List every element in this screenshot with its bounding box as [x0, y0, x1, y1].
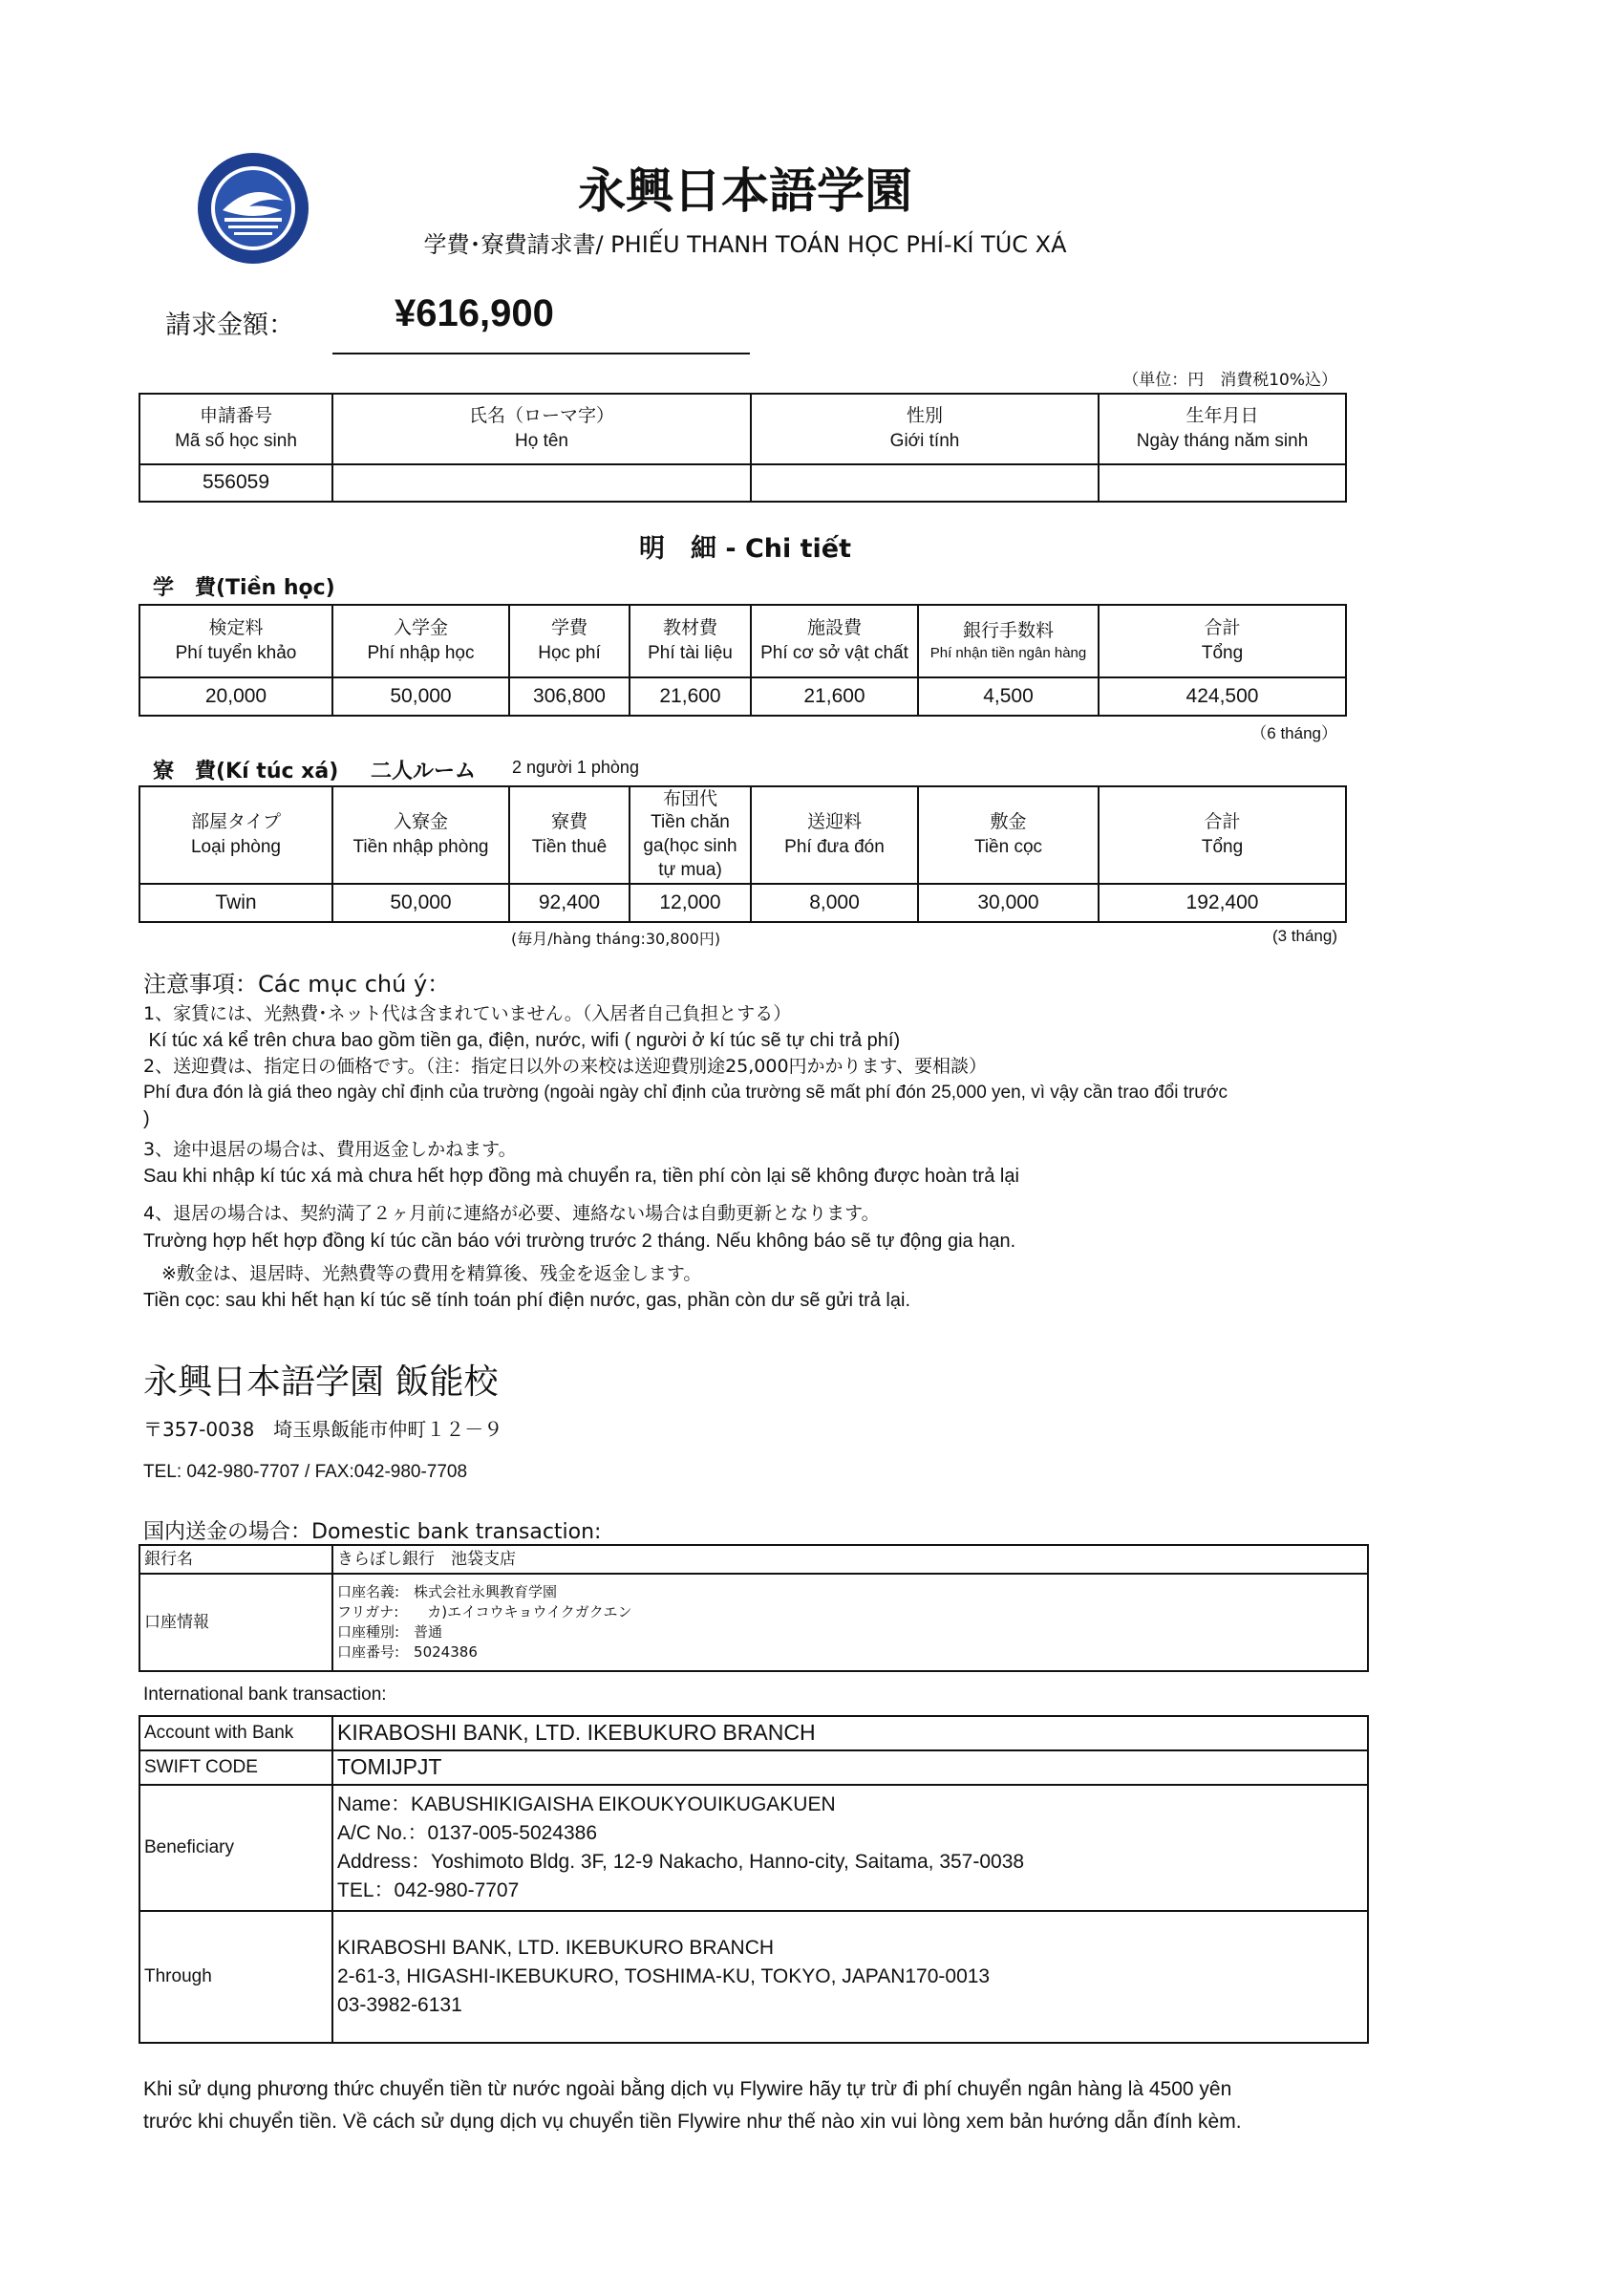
tuition-header-admission: 入学金 Phí nhập học — [332, 605, 509, 677]
tuition-materials-value: 21,600 — [630, 677, 751, 716]
intl-through-value: KIRABOSHI BANK, LTD. IKEBUKURO BRANCH 2-61-3, HIGASHI-IKEBUKURO, TOSHIMA-KU, TOKYO, JAPAN170-0013 03-3982-6131 — [332, 1911, 1368, 2043]
student-id-value: 556059 — [139, 464, 332, 502]
school-branch-name: 永興日本語学園 飯能校 — [143, 1363, 499, 1402]
school-title: 永興日本語学園 — [578, 163, 912, 219]
note-line-7: Sau khi nhập kí túc xá mà chưa hết hợp đồng mà chuyển ra, tiền phí còn lại sẽ không được hoàn trả lại — [143, 1166, 1019, 1187]
unit-note: （単位：円 消費税10%込） — [1122, 371, 1337, 390]
gender-header: 性別 Giới tính — [751, 394, 1099, 464]
tuition-header-materials: 教材費 Phí tài liệu — [630, 605, 751, 677]
tuition-tuition-value: 306,800 — [509, 677, 630, 716]
note-line-1: 1、家賃には、光熱費･ネット代は含まれていません。（入居者自己負担とする） — [143, 1003, 792, 1024]
dorm-header-bedding: 布団代 Tiền chăn ga(học sinh tự mua) — [630, 786, 751, 884]
international-bank-table — [139, 1715, 1369, 2044]
dorm-period-note: (3 tháng) — [1271, 927, 1337, 945]
student-info-table — [139, 393, 1347, 503]
tuition-period-note: （6 tháng） — [1250, 724, 1337, 742]
dorm-rent-value: 92,400 — [509, 884, 630, 922]
dorm-header-room-type: 部屋タイプ Loại phòng — [139, 786, 332, 884]
domestic-bank-table — [139, 1544, 1369, 1672]
school-phone: TEL: 042-980-7707 / FAX:042-980-7708 — [143, 1462, 468, 1482]
tuition-table — [139, 604, 1347, 717]
dorm-bedding-value: 12,000 — [630, 884, 751, 922]
name-value — [332, 464, 751, 502]
intl-swift-label: SWIFT CODE — [139, 1750, 332, 1785]
dorm-total-value: 192,400 — [1099, 884, 1346, 922]
student-id-header: 申請番号 Mã số học sinh — [139, 394, 332, 464]
school-address: 〒357-0038 埼玉県飯能市仲町１２－９ — [143, 1418, 503, 1441]
note-line-3: 2、送迎費は、指定日の価格です。（注：指定日以外の来校は送迎費別途25,000円かかります、要相談） — [143, 1056, 988, 1077]
domestic-title: 国内送金の場合：Domestic bank transaction: — [143, 1520, 602, 1544]
tuition-exam-value: 20,000 — [139, 677, 332, 716]
amount-label: 請求金額： — [165, 311, 294, 340]
domestic-account-info: 口座名義: 株式会社永興教育学園 フリガナ: カ)エイコウキョウイクガクエン 口座種別: 普通 口座番号: 5024386 — [332, 1574, 1368, 1671]
dorm-room-type-jp: 二人ルーム — [371, 760, 477, 783]
tuition-header-facility: 施設費 Phí cơ sở vật chất — [751, 605, 918, 677]
flywire-note-line-1: Khi sử dụng phương thức chuyển tiền từ nước ngoài bằng dịch vụ Flywire hãy tự trừ đi phí chuyển ngân hàng là 4500 yên — [143, 2078, 1232, 2100]
amount-value: ¥616,900 — [395, 292, 554, 334]
tuition-header-bank-fee: 銀行手数料 Phí nhận tiền ngân hàng — [918, 605, 1099, 677]
intl-beneficiary-label: Beneficiary — [139, 1785, 332, 1911]
dorm-header-rent: 寮費 Tiền thuê — [509, 786, 630, 884]
intl-swift-value: TOMIJPJT — [332, 1750, 1368, 1785]
intl-account-label: Account with Bank — [139, 1716, 332, 1750]
note-line-6: 3、途中退居の場合は、費用返金しかねます。 — [143, 1139, 517, 1160]
dorm-header-pickup: 送迎料 Phí đưa đón — [751, 786, 918, 884]
dorm-pickup-value: 8,000 — [751, 884, 918, 922]
domestic-bank-value: きらぼし銀行 池袋支店 — [332, 1545, 1368, 1574]
note-line-8: 4、退居の場合は、契約満了２ヶ月前に連絡が必要、連絡ない場合は自動更新となります。 — [143, 1203, 880, 1224]
birthdate-header: 生年月日 Ngày tháng năm sinh — [1099, 394, 1346, 464]
birthdate-value — [1099, 464, 1346, 502]
amount-underline — [332, 353, 750, 354]
international-title: International bank transaction: — [143, 1684, 387, 1705]
tuition-facility-value: 21,600 — [751, 677, 918, 716]
tuition-bank-fee-value: 4,500 — [918, 677, 1099, 716]
tuition-header-tuition: 学費 Học phí — [509, 605, 630, 677]
dorm-room-type-vi: 2 người 1 phòng — [512, 758, 639, 777]
gender-value — [751, 464, 1099, 502]
dorm-room-type-value: Twin — [139, 884, 332, 922]
note-line-9: Trường hợp hết hợp đồng kí túc cần báo với trường trước 2 tháng. Nếu không báo sẽ tự động gia hạn. — [143, 1231, 1016, 1252]
domestic-account-label: 口座情報 — [139, 1574, 332, 1671]
intl-account-value: KIRABOSHI BANK, LTD. IKEBUKURO BRANCH — [332, 1716, 1368, 1750]
dorm-entry-value: 50,000 — [332, 884, 509, 922]
dorm-header-deposit: 敷金 Tiền cọc — [918, 786, 1099, 884]
name-header: 氏名（ローマ字） Họ tên — [332, 394, 751, 464]
flywire-note — [143, 2073, 1385, 2138]
dorm-deposit-value: 30,000 — [918, 884, 1099, 922]
note-line-10: ※敷金は、退居時、光熱費等の費用を精算後、残金を返金します。 — [143, 1263, 702, 1284]
dorm-table — [139, 785, 1347, 923]
school-logo-emblem — [196, 151, 310, 266]
dorm-monthly-note: (毎月/hàng tháng:30,800円) — [511, 930, 721, 948]
intl-beneficiary-value: Name：KABUSHIKIGAISHA EIKOUKYOUIKUGAKUEN A/C No.：0137-005-5024386 Address：Yoshimoto Bldg. 3F, 12-9 Nakacho, Hanno-city, Saitama, 357-0038 TEL：042-980-7707 — [332, 1785, 1368, 1911]
note-line-2: Kí túc xá kể trên chưa bao gồm tiền ga, điện, nước, wifi ( người ở kí túc sẽ tự chi trả phí) — [143, 1030, 901, 1051]
school-logo — [196, 151, 310, 266]
tuition-section-title: 学 費(Tiền học) — [153, 576, 335, 600]
tuition-admission-value: 50,000 — [332, 677, 509, 716]
note-line-5: ) — [143, 1108, 150, 1129]
tuition-total-value: 424,500 — [1099, 677, 1346, 716]
dorm-header-entry: 入寮金 Tiền nhập phòng — [332, 786, 509, 884]
note-line-4: Phí đưa đón là giá theo ngày chỉ định của trường (ngoài ngày chỉ định của trường sẽ mất phí đón 25,000 yen, vì vậy cần trao đổi trước — [143, 1083, 1228, 1103]
tuition-header-total: 合計 Tổng — [1099, 605, 1346, 677]
intl-through-label: Through — [139, 1911, 332, 2043]
notes-title: 注意事項：Các mục chú ý： — [143, 971, 451, 998]
tuition-header-exam: 検定料 Phí tuyển khảo — [139, 605, 332, 677]
dorm-header-total: 合計 Tổng — [1099, 786, 1346, 884]
detail-title: 明 細 - Chi tiết — [638, 534, 852, 564]
flywire-note-line-2: trước khi chuyển tiền. Về cách sử dụng dịch vụ chuyển tiền Flywire như thế nào xin vui lòng xem bản hướng dẫn đính kèm. — [143, 2111, 1242, 2133]
invoice-subtitle: 学費･寮費請求書/ PHIẾU THANH TOÁN HỌC PHÍ-KÍ TÚC XÁ — [423, 231, 1067, 258]
domestic-bank-label: 銀行名 — [139, 1545, 332, 1574]
dorm-section-title: 寮 費(Kí túc xá) — [153, 760, 339, 783]
note-line-11: Tiền cọc: sau khi hết hạn kí túc sẽ tính toán phí điện nước, gas, phần còn dư sẽ gửi trả lại. — [143, 1290, 910, 1311]
